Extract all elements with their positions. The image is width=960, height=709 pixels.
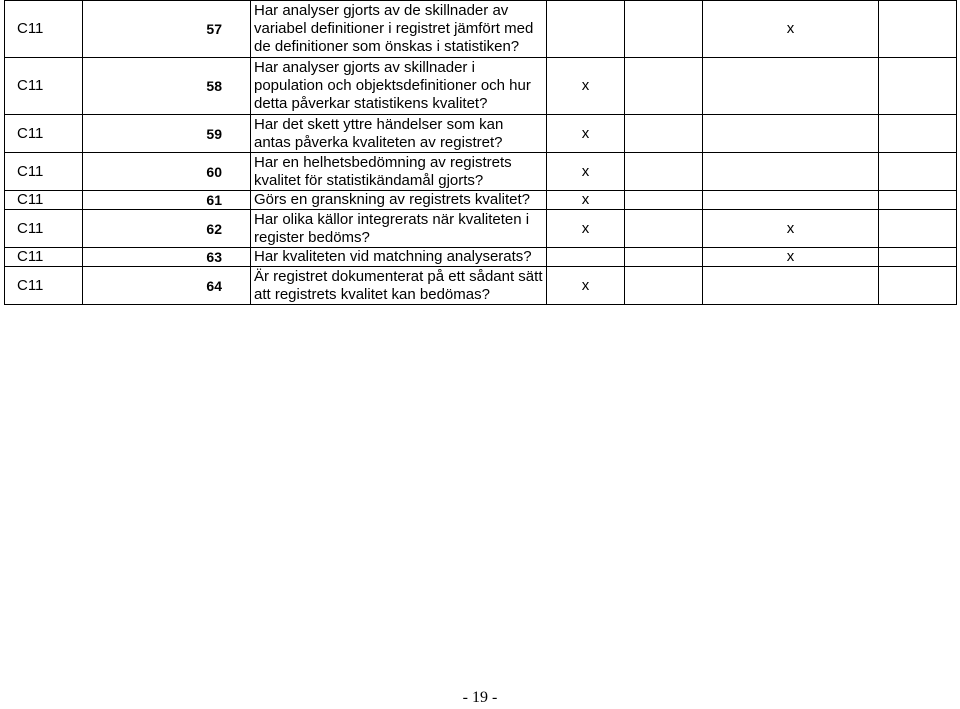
mark-cell-3: x bbox=[703, 248, 879, 267]
table-row bbox=[5, 248, 957, 267]
mark-cell-1: x bbox=[547, 153, 625, 191]
mark-cell-2 bbox=[625, 1, 703, 58]
mark-cell-2 bbox=[625, 153, 703, 191]
row-question-cell: Är registret dokumenterat på ett sådant sätt att registrets kvalitet kan bedömas? bbox=[251, 267, 547, 305]
row-question-cell: Har analyser gjorts av skillnader i population och objektsdefinitioner och hur detta påverkar statistikens kvalitet? bbox=[251, 58, 547, 115]
row-question-cell: Görs en granskning av registrets kvalitet? bbox=[251, 191, 547, 210]
mark-cell-2 bbox=[625, 248, 703, 267]
row-number-cell: 57 bbox=[83, 1, 251, 58]
table-body bbox=[5, 1, 957, 305]
mark-cell-4 bbox=[879, 191, 957, 210]
mark-cell-2 bbox=[625, 191, 703, 210]
row-question-cell: Har det skett yttre händelser som kan antas påverka kvaliteten av registret? bbox=[251, 115, 547, 153]
table-row bbox=[5, 58, 957, 115]
mark-cell-2 bbox=[625, 58, 703, 115]
row-question-cell: Har kvaliteten vid matchning analyserats? bbox=[251, 248, 547, 267]
mark-cell-1: x bbox=[547, 115, 625, 153]
row-question-cell: Har analyser gjorts av de skillnader av variabel definitioner i registret jämfört med de definitioner som önskas i statistiken? bbox=[251, 1, 547, 58]
row-code-cell: C11 bbox=[5, 58, 83, 115]
table-row bbox=[5, 191, 957, 210]
mark-cell-3 bbox=[703, 153, 879, 191]
mark-cell-1: x bbox=[547, 267, 625, 305]
row-code-cell: C11 bbox=[5, 153, 83, 191]
row-question-cell: Har en helhetsbedömning av registrets kvalitet för statistikändamål gjorts? bbox=[251, 153, 547, 191]
mark-cell-1 bbox=[547, 1, 625, 58]
mark-cell-1: x bbox=[547, 58, 625, 115]
table-row bbox=[5, 1, 957, 58]
table-row bbox=[5, 267, 957, 305]
row-code-cell: C11 bbox=[5, 1, 83, 58]
table-row bbox=[5, 153, 957, 191]
row-code-cell: C11 bbox=[5, 210, 83, 248]
row-code-cell: C11 bbox=[5, 248, 83, 267]
mark-cell-2 bbox=[625, 267, 703, 305]
criteria-table bbox=[4, 0, 957, 305]
row-question-cell: Har olika källor integrerats när kvaliteten i register bedöms? bbox=[251, 210, 547, 248]
mark-cell-2 bbox=[625, 210, 703, 248]
mark-cell-4 bbox=[879, 267, 957, 305]
row-code-cell: C11 bbox=[5, 191, 83, 210]
mark-cell-3 bbox=[703, 115, 879, 153]
mark-cell-3 bbox=[703, 191, 879, 210]
mark-cell-2 bbox=[625, 115, 703, 153]
table-row bbox=[5, 210, 957, 248]
row-number-cell: 59 bbox=[83, 115, 251, 153]
row-number-cell: 60 bbox=[83, 153, 251, 191]
mark-cell-4 bbox=[879, 58, 957, 115]
mark-cell-4 bbox=[879, 248, 957, 267]
mark-cell-3: x bbox=[703, 210, 879, 248]
row-code-cell: C11 bbox=[5, 115, 83, 153]
mark-cell-3: x bbox=[703, 1, 879, 58]
mark-cell-1: x bbox=[547, 191, 625, 210]
row-number-cell: 62 bbox=[83, 210, 251, 248]
row-number-cell: 64 bbox=[83, 267, 251, 305]
row-number-cell: 61 bbox=[83, 191, 251, 210]
mark-cell-4 bbox=[879, 1, 957, 58]
table-row bbox=[5, 115, 957, 153]
mark-cell-1 bbox=[547, 248, 625, 267]
row-number-cell: 58 bbox=[83, 58, 251, 115]
row-code-cell: C11 bbox=[5, 267, 83, 305]
mark-cell-4 bbox=[879, 210, 957, 248]
page-number: - 19 - bbox=[462, 689, 498, 706]
row-number-cell: 63 bbox=[83, 248, 251, 267]
mark-cell-3 bbox=[703, 58, 879, 115]
mark-cell-4 bbox=[879, 153, 957, 191]
mark-cell-3 bbox=[703, 267, 879, 305]
mark-cell-1: x bbox=[547, 210, 625, 248]
mark-cell-4 bbox=[879, 115, 957, 153]
